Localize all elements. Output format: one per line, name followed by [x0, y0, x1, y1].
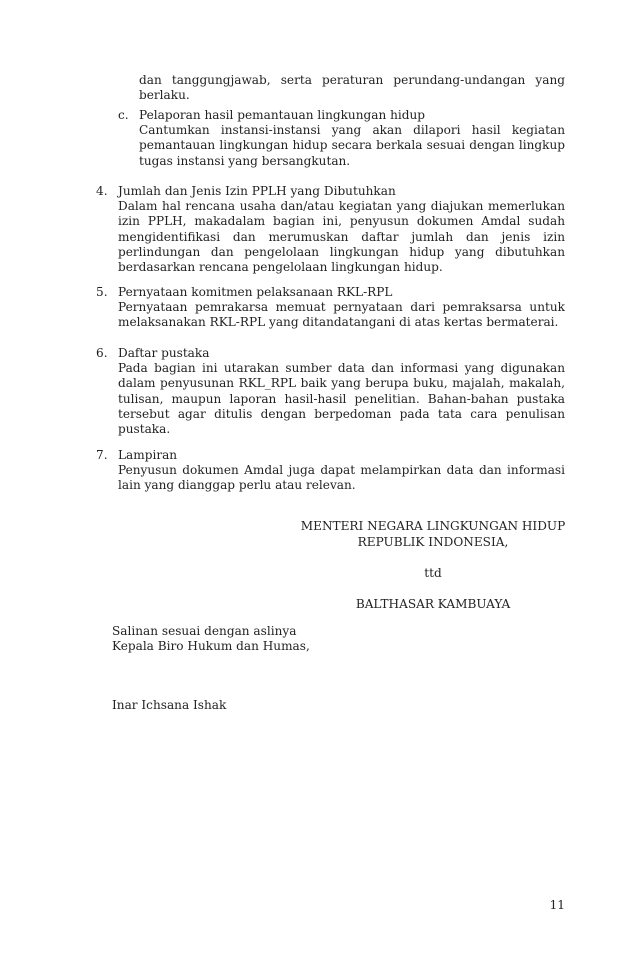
section-title: Jumlah dan Jenis Izin PPLH yang Dibutuhkan	[118, 184, 396, 198]
section-number: 7.	[96, 448, 108, 462]
section-number: 5.	[96, 285, 108, 299]
signature-name: BALTHASAR KAMBUAYA	[355, 597, 511, 611]
section-6	[96, 346, 565, 437]
copy-note-line2: Kepala Biro Hukum dan Humas,	[112, 639, 310, 653]
section-body: Dalam hal rencana usaha dan/atau kegiatan yang diajukan memerlukan izin PPLH, makadalam bagian ini, penyusun dokumen Amdal sudah mengidentifikasi dan merumuskan daftar jumlah dan jenis izin perlindungan dan pengelolaan lingkungan hidup yang dibutuhkan berdasarkan rencana pengelolaan lingkungan hidup.	[118, 199, 565, 275]
section-number: 6.	[96, 346, 108, 360]
signature-ttd: ttd	[424, 566, 442, 580]
page-number: 11	[549, 898, 565, 912]
item-c	[118, 108, 565, 169]
item-c-label: c.	[118, 108, 129, 122]
continuation-paragraph	[139, 73, 565, 103]
signature-office-line2: REPUBLIK INDONESIA,	[357, 535, 509, 549]
section-body: Pernyataan pemrakarsa memuat pernyataan dari pemraksarsa untuk melaksanakan RKL-RPL yang ditandatangani di atas kertas bermaterai.	[118, 300, 565, 330]
section-title: Daftar pustaka	[118, 346, 210, 360]
section-title: Lampiran	[118, 448, 178, 462]
signature-office-line1: MENTERI NEGARA LINGKUNGAN HIDUP	[300, 519, 566, 533]
item-c-body: Cantumkan instansi-instansi yang akan dilapori hasil kegiatan pemantauan lingkungan hidup secara berkala sesuai dengan lingkup tugas instansi yang bersangkutan.	[139, 123, 565, 168]
copy-note-name: Inar Ichsana Ishak	[112, 698, 227, 712]
section-7	[96, 448, 565, 494]
continuation-text: dan tanggungjawab, serta peraturan perundang-undangan yang berlaku.	[139, 73, 565, 103]
section-5	[96, 285, 565, 331]
section-title: Pernyataan komitmen pelaksanaan RKL-RPL	[118, 285, 393, 299]
copy-note-line1: Salinan sesuai dengan aslinya	[112, 624, 297, 638]
item-c-title: Pelaporan hasil pemantauan lingkungan hidup	[139, 108, 426, 122]
section-body: Penyusun dokumen Amdal juga dapat melampirkan data dan informasi lain yang dianggap perlu atau relevan.	[118, 463, 565, 493]
section-number: 4.	[96, 184, 108, 198]
section-4	[96, 184, 565, 275]
section-body: Pada bagian ini utarakan sumber data dan informasi yang digunakan dalam penyusunan RKL_RPL baik yang berupa buku, majalah, makalah, tulisan, maupun laporan hasil-hasil penelitian. Bahan-bahan pustaka tersebut agar ditulis dengan berpedoman pada tata cara penulisan pustaka.	[118, 361, 565, 437]
